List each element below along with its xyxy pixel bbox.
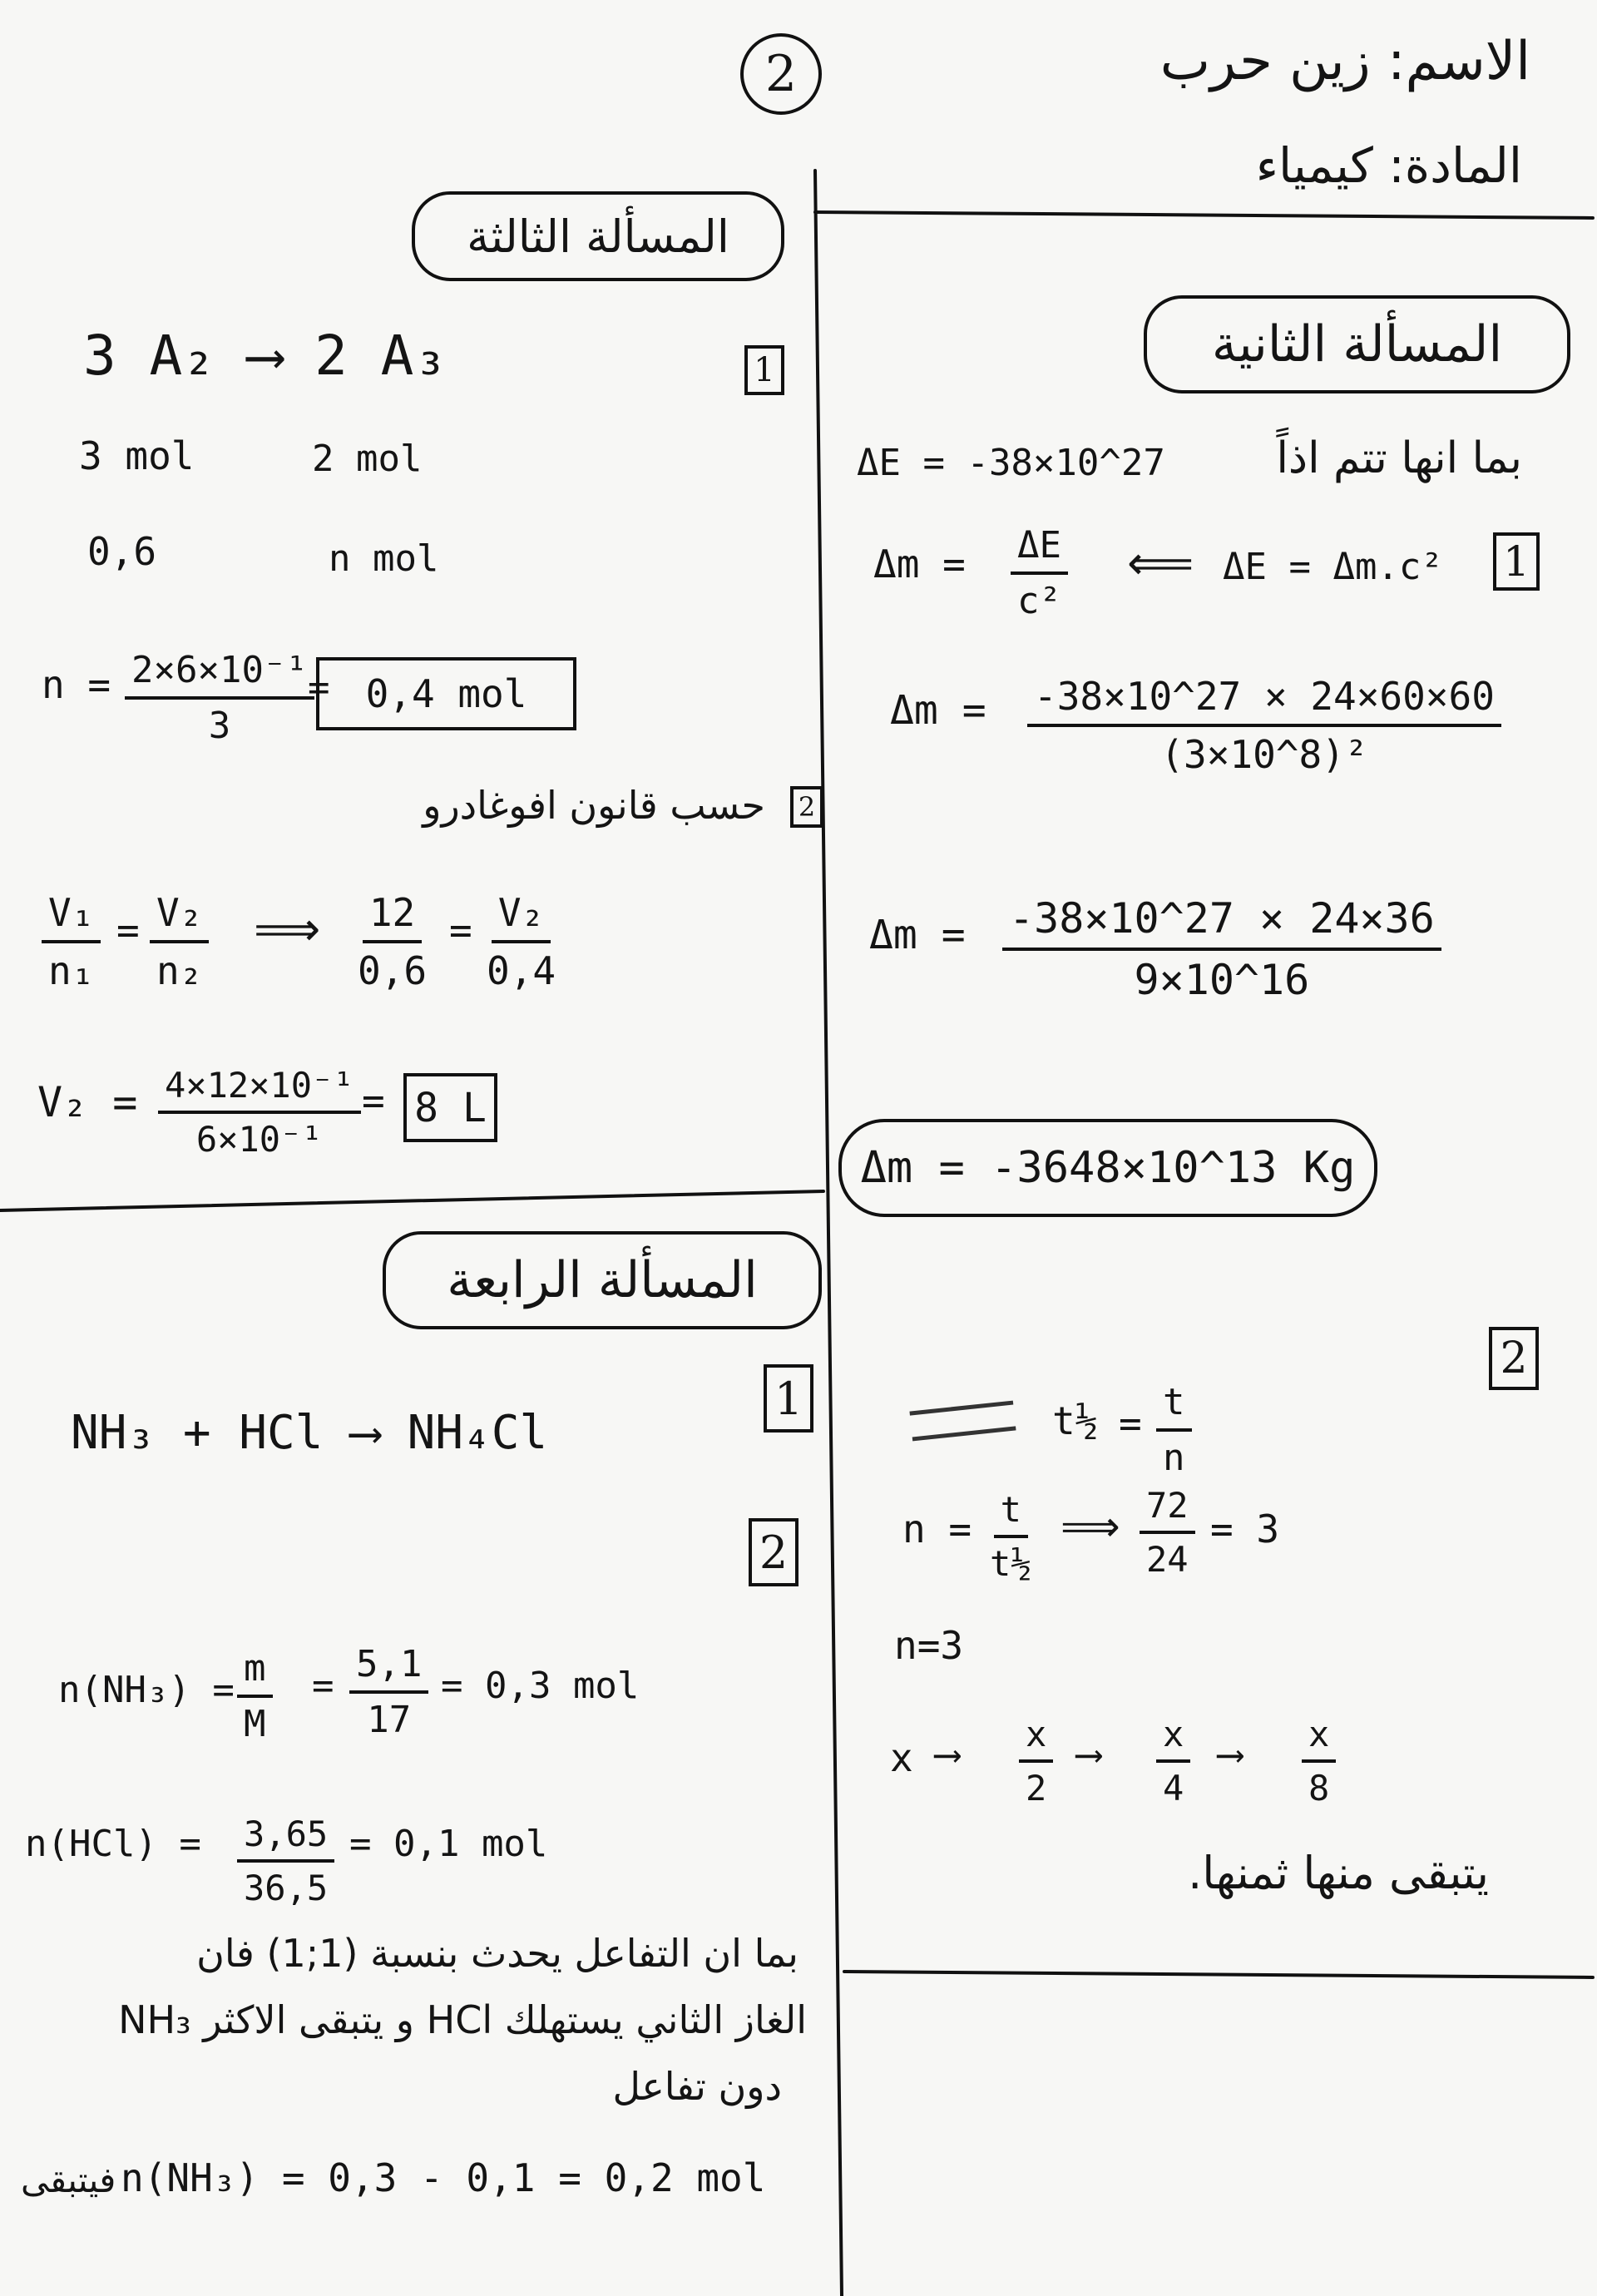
q2-n-num-2: 72	[1140, 1485, 1195, 1534]
q3-part2-number-box	[790, 786, 823, 828]
q3-r1-c	[358, 890, 427, 993]
q4-hcl-fraction	[237, 1814, 334, 1908]
q2-seq-item-den: 8	[1308, 1768, 1330, 1809]
q2-formula-right: ΔE = Δm.c²	[1223, 546, 1443, 588]
q2-n-equals-3: n=3	[894, 1623, 964, 1668]
q2-seq-arrow-1: ⟶	[936, 1731, 959, 1776]
q2-seq-item-num: x	[1019, 1714, 1053, 1763]
q3-r1-d	[487, 890, 556, 993]
q4-nh3-f1-den: M	[244, 1703, 266, 1745]
q2-seq-item-num: x	[1302, 1714, 1336, 1763]
q3-r1-eq2: =	[449, 908, 472, 953]
q2-step1-prefix: Δm =	[890, 687, 986, 734]
right-bottom-divider	[844, 1972, 1593, 1977]
q2-step2-num: -38×10^27 × 24×36	[1002, 894, 1441, 951]
q3-r2-num: 4×12×10⁻¹	[158, 1065, 361, 1114]
q3-r1-c-num: 12	[363, 890, 422, 943]
q4-nh3-eq: =	[312, 1665, 334, 1707]
q2-seq-start: x	[890, 1735, 913, 1780]
q4-nh3-prefix: n(NH₃) =	[58, 1669, 235, 1711]
q3-r1-a	[42, 890, 101, 993]
q3-calc-den: 3	[208, 705, 231, 747]
q3-r2-result: 8 L	[414, 1084, 487, 1131]
q4-final-label: فيتبقى	[21, 2160, 116, 2200]
q3-row2-right: n mol	[329, 537, 439, 580]
q4-hcl-result: = 0,1 mol	[349, 1823, 548, 1865]
q3-row1-left: 3 mol	[79, 433, 195, 478]
q3-r1-arrow: ⟹	[254, 903, 321, 957]
subject-line: المادة: كيمياء	[1255, 137, 1522, 194]
q2-eq-1: =	[1119, 1401, 1142, 1446]
q3-calc-result: 0,4 mol	[365, 671, 527, 716]
q3-r2-den: 6×10⁻¹	[195, 1119, 323, 1160]
q2-n-fraction-2	[1140, 1485, 1195, 1580]
q2-step1-den: (3×10^8)²	[1160, 732, 1368, 777]
q2-heading: المسألة الثانية	[1211, 315, 1503, 374]
q3-r1-d-den: 0,4	[487, 948, 556, 993]
q2-conclusion: يتبقى منها ثمنها.	[1188, 1847, 1489, 1899]
q2-step2-prefix: Δm =	[869, 912, 966, 958]
q2-n-arrow: ⟹	[1061, 1502, 1120, 1551]
page-number: 2	[764, 45, 798, 103]
q2-part1-number: 1	[1503, 537, 1530, 586]
q4-equation: NH₃ + HCl ⟶ NH₄Cl	[71, 1406, 548, 1460]
q3-part1-number: 1	[754, 351, 775, 389]
q2-half-life-rhs-den: n	[1163, 1437, 1185, 1479]
q3-equation: 3 A₂ ⟶ 2 A₃	[83, 324, 447, 388]
q3-r1-a-den: n₁	[48, 948, 95, 993]
q4-text-line3: دون تفاعل	[612, 2064, 782, 2109]
q3-r1-b-den: n₂	[156, 948, 203, 993]
q3-part2-number: 2	[798, 791, 816, 823]
q2-n-den-2: 24	[1146, 1539, 1189, 1580]
q3-r1-d-num: V₂	[492, 890, 551, 943]
q2-half-life-rhs-num: t	[1156, 1381, 1192, 1432]
q2-half-life-rhs	[1156, 1381, 1192, 1479]
q4-heading: المسألة الرابعة	[447, 1251, 758, 1309]
q4-heading-pill	[383, 1231, 822, 1329]
q2-n-fraction-1	[990, 1489, 1032, 1584]
q2-dm-prefix: Δm =	[873, 542, 966, 586]
q4-nh3-f1	[237, 1647, 273, 1745]
q2-part1-number-box	[1493, 532, 1540, 591]
q3-law: حسب قانون افوغادرو	[423, 783, 765, 828]
q2-n-result: = 3	[1210, 1507, 1280, 1551]
q2-part2-number-box	[1489, 1327, 1539, 1390]
q4-nh3-f2-den: 17	[367, 1699, 412, 1741]
q2-seq-arrow-3: ⟶	[1219, 1731, 1242, 1776]
q4-part1-number: 1	[774, 1372, 803, 1425]
q2-dm-den: c²	[1017, 580, 1061, 622]
q4-part1-number-box	[764, 1364, 813, 1433]
q2-step2-den: 9×10^16	[1134, 956, 1310, 1004]
q3-r2-eq: =	[362, 1078, 385, 1123]
q2-result: Δm = -3648×10^13 Kg	[860, 1143, 1356, 1193]
q3-calc-eq: =	[308, 666, 330, 709]
q2-seq-item	[1019, 1714, 1053, 1809]
q2-step2-fraction	[1002, 894, 1441, 1004]
q3-calc-num: 2×6×10⁻¹	[125, 649, 314, 700]
q2-step1-num: -38×10^27 × 24×60×60	[1027, 674, 1501, 727]
q2-intro: بما انها تتم اذاً	[1276, 433, 1522, 483]
q4-hcl-prefix: n(HCl) =	[25, 1823, 201, 1865]
q2-seq-arrow-2: ⟶	[1077, 1731, 1100, 1776]
q2-dm-num: ΔE	[1011, 524, 1068, 575]
q3-heading-pill	[412, 191, 784, 281]
q2-part2-number: 2	[1500, 1334, 1528, 1383]
q4-nh3-f1-num: m	[237, 1647, 273, 1698]
q2-n-prefix: n =	[902, 1507, 972, 1551]
q4-final-expr: n(NH₃) = 0,3 - 0,1 = 0,2 mol	[121, 2155, 766, 2200]
q4-nh3-f2-num: 5,1	[349, 1643, 428, 1694]
q3-r1-c-den: 0,6	[358, 948, 428, 993]
q2-result-cloud	[838, 1119, 1377, 1217]
q4-nh3-result: = 0,3 mol	[441, 1665, 640, 1707]
page-number-circle	[740, 33, 822, 115]
q2-step1-fraction	[1027, 674, 1501, 777]
q4-part2-number: 2	[759, 1526, 789, 1579]
q3-row1-right: 2 mol	[312, 438, 423, 480]
q2-n-num-1: t	[994, 1489, 1028, 1538]
q4-hcl-num: 3,65	[237, 1814, 334, 1863]
q2-delta-e: ΔE = -38×10^27	[857, 442, 1165, 484]
q3-r1-b-num: V₂	[150, 890, 209, 943]
q3-row2-left: 0,6	[87, 529, 157, 574]
q3-heading: المسألة الثالثة	[467, 210, 729, 263]
q2-heading-pill	[1144, 295, 1570, 393]
q4-text-line2: الغاز الثاني يستهلك HCl و يتبقى الاكثر NH₃	[118, 1997, 807, 2042]
q2-seq-item-den: 4	[1163, 1768, 1184, 1809]
q2-implies-arrow: ⟸	[1127, 537, 1194, 591]
q4-part2-number-box	[749, 1518, 798, 1586]
q2-seq-item	[1156, 1714, 1190, 1809]
q2-seq-item	[1302, 1714, 1336, 1809]
q3-calc-prefix: n =	[42, 662, 111, 707]
q3-r1-b	[150, 890, 209, 993]
q2-n-den-1: t½	[990, 1543, 1032, 1584]
header-underline	[815, 212, 1593, 218]
q2-seq-item-num: x	[1156, 1714, 1190, 1763]
left-section-divider	[0, 1191, 823, 1210]
q4-text-line1: بما ان التفاعل يحدث بنسبة (1;1) فان	[196, 1931, 798, 1976]
q3-r1-eq1: =	[116, 908, 140, 953]
q2-dm-fraction	[1011, 524, 1068, 622]
q3-r2-result-box	[403, 1073, 497, 1142]
q3-r1-a-num: V₁	[42, 890, 101, 943]
q3-r2-prefix: V₂ =	[37, 1078, 138, 1126]
column-divider	[815, 171, 842, 2296]
q2-seq-item-den: 2	[1026, 1768, 1047, 1809]
q3-r2-fraction	[158, 1065, 361, 1160]
q3-part1-number-box	[744, 345, 784, 395]
q4-hcl-den: 36,5	[244, 1868, 329, 1908]
q4-nh3-f2	[349, 1643, 428, 1741]
student-name: الاسم: زين حرب	[1159, 31, 1530, 92]
q2-half-life-lhs: t½	[1052, 1398, 1099, 1443]
q3-calc-fraction	[125, 649, 314, 747]
q3-calc-result-box	[316, 657, 576, 730]
